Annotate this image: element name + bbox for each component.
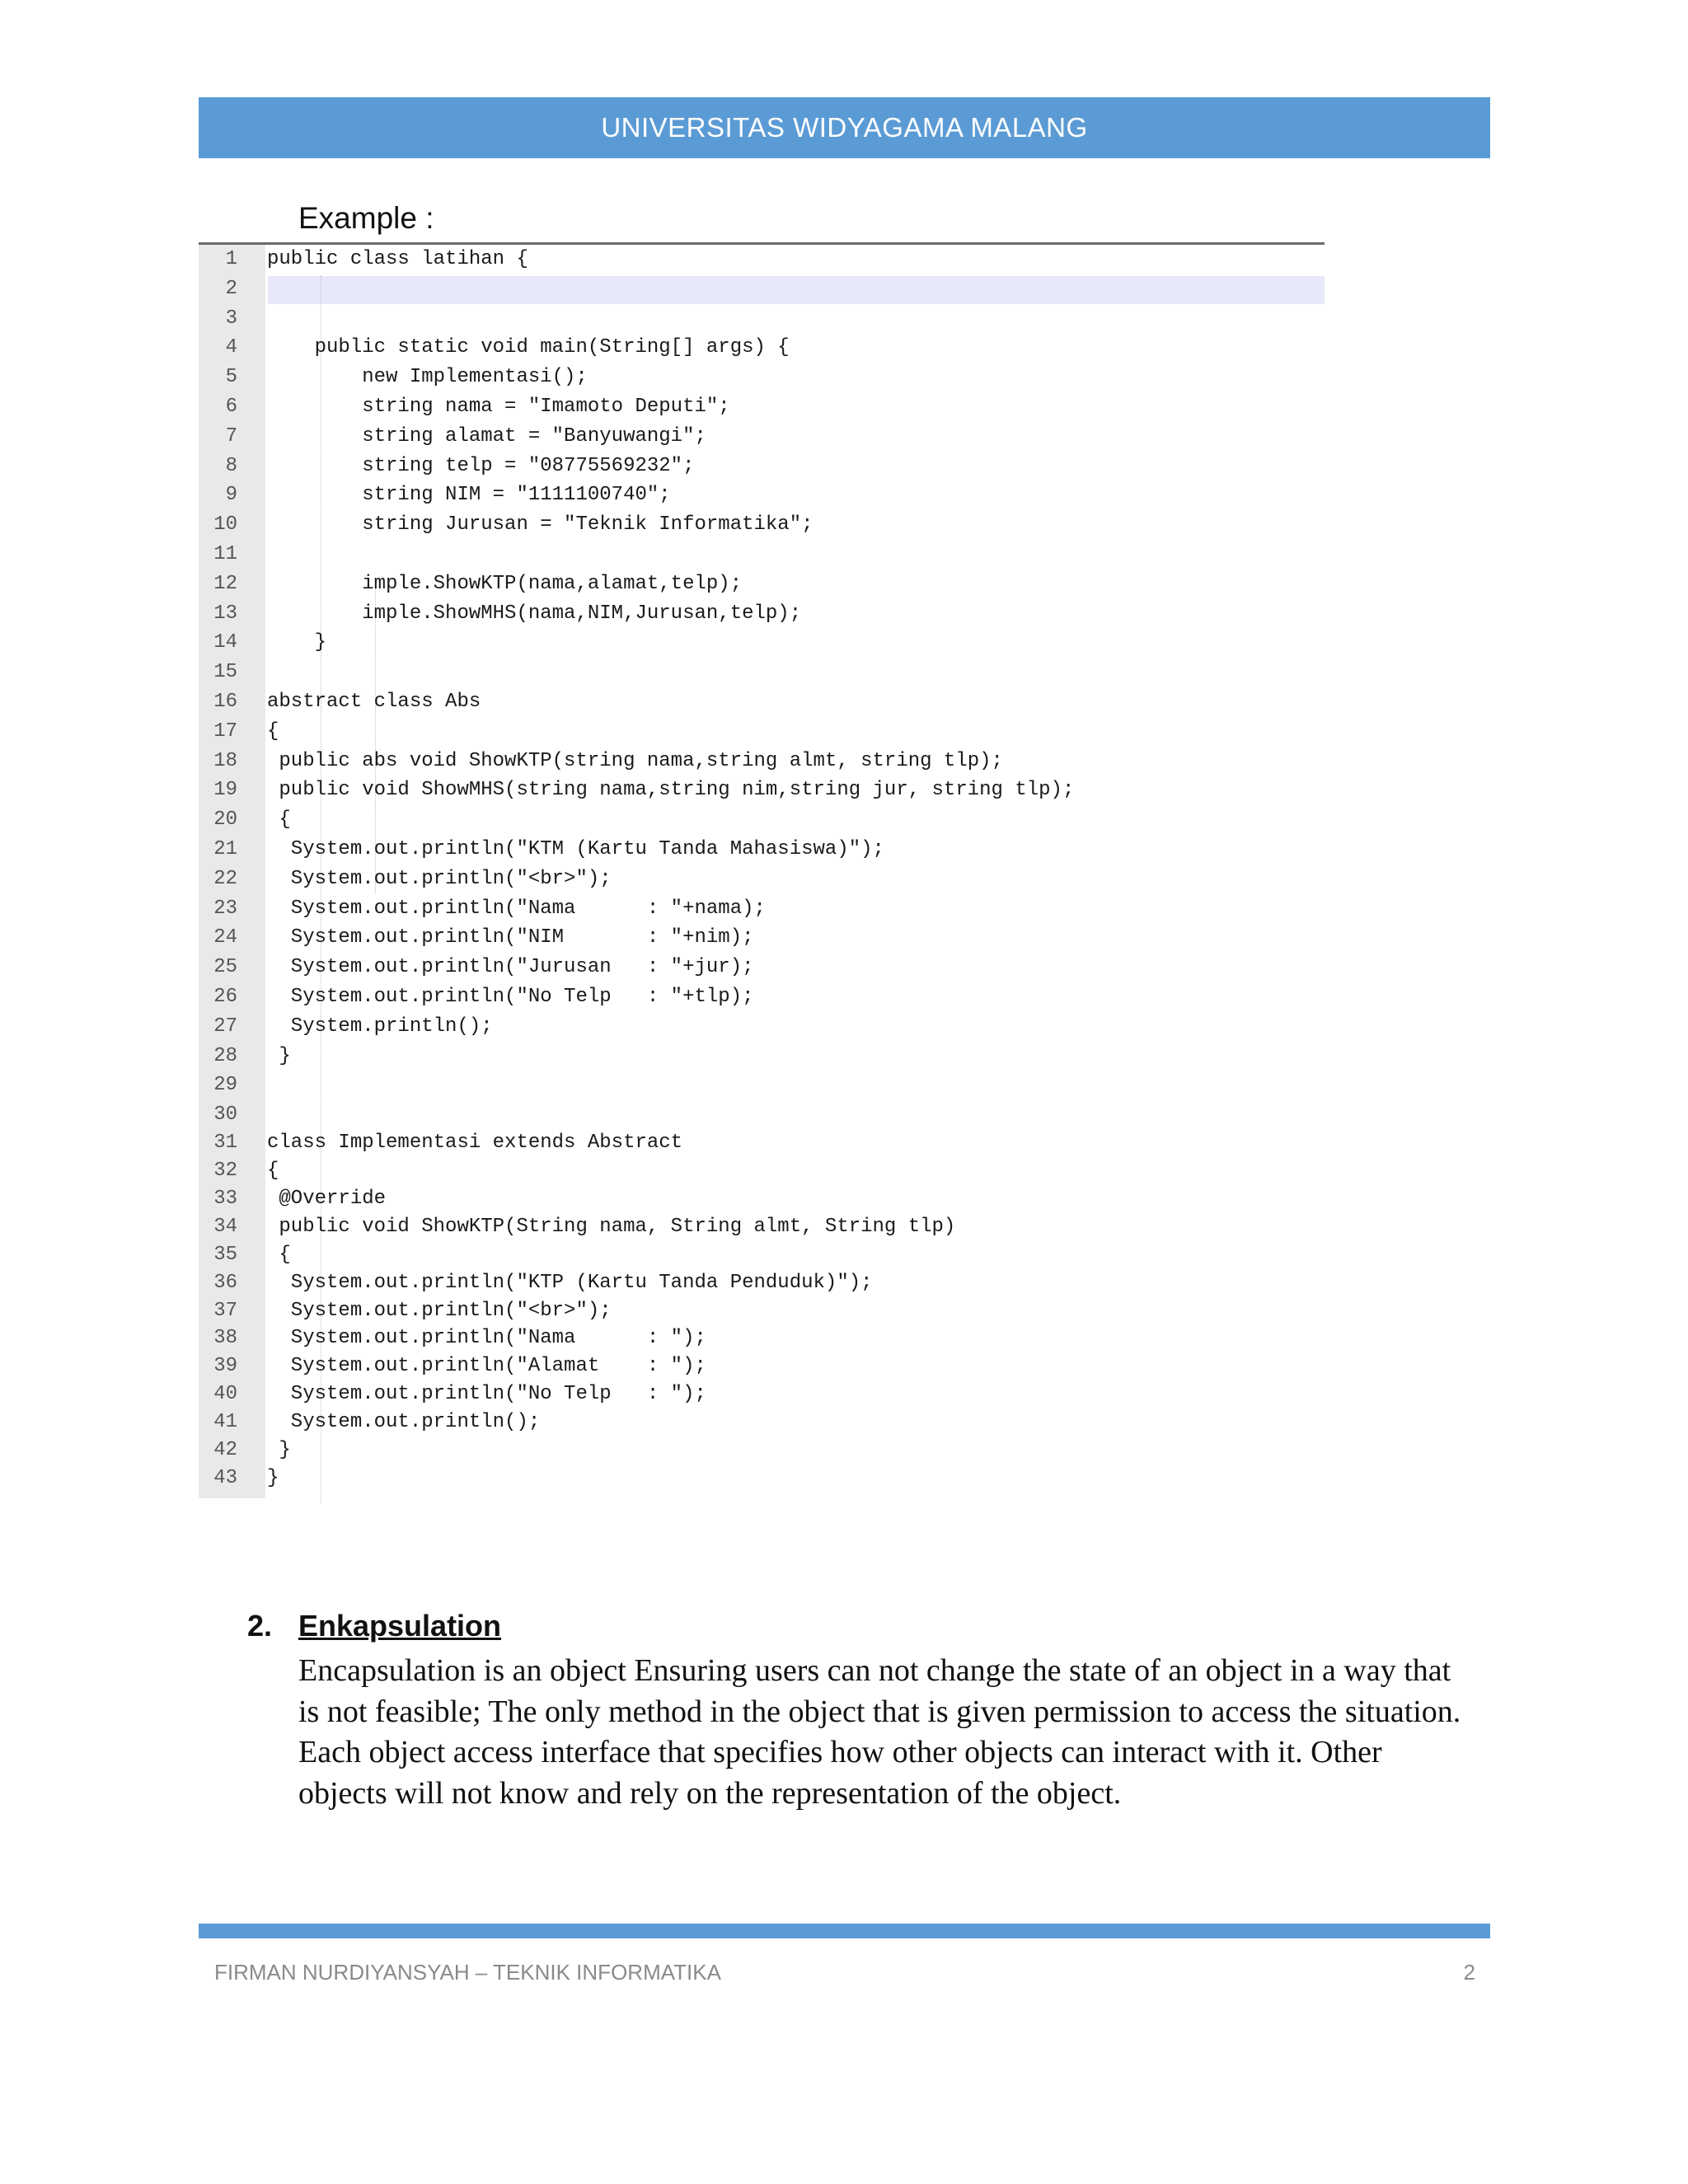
code-text: { (267, 1243, 291, 1266)
line-number: 32 (213, 1160, 237, 1182)
code-text: { (267, 808, 291, 832)
line-number: 3 (225, 307, 237, 330)
code-text: System.out.println(); (267, 1411, 541, 1434)
line-number: 5 (225, 366, 237, 389)
footer-author: FIRMAN NURDIYANSYAH – TEKNIK INFORMATIKA (214, 1960, 721, 1985)
line-number: 6 (225, 396, 237, 418)
line-number: 30 (213, 1104, 237, 1127)
line-number: 34 (213, 1215, 237, 1238)
code-text: { (267, 1160, 279, 1182)
line-number: 21 (213, 838, 237, 860)
line-number: 15 (213, 661, 237, 684)
line-number: 14 (213, 631, 237, 654)
code-line (199, 718, 1325, 746)
code-line (199, 1241, 1325, 1269)
code-text: System.out.println("KTM (Kartu Tanda Mahasiswa)"); (267, 838, 884, 860)
line-number: 24 (213, 926, 237, 949)
code-text: System.out.println("Nama : "+nama); (267, 897, 766, 920)
code-text: public static void main(String[] args) { (267, 336, 790, 359)
code-line (199, 570, 1325, 598)
code-line (199, 1324, 1325, 1352)
code-line (199, 983, 1325, 1011)
code-text: System.out.println("Alamat : "); (267, 1355, 706, 1378)
code-text: } (267, 631, 327, 654)
line-number: 4 (225, 336, 237, 359)
code-line (199, 688, 1325, 716)
code-line (199, 806, 1325, 834)
code-line (199, 658, 1325, 687)
code-text: System.out.println("KTP (Kartu Tanda Penduduk)"); (267, 1271, 873, 1294)
line-number: 9 (225, 484, 237, 507)
line-number: 11 (213, 543, 237, 565)
code-line (199, 305, 1325, 333)
code-text: { (267, 719, 279, 743)
code-text: imple.ShowKTP(nama,alamat,telp); (267, 572, 743, 595)
code-text: abstract class Abs (267, 691, 481, 713)
line-number: 18 (213, 749, 237, 772)
code-line (199, 629, 1325, 657)
line-number: 26 (213, 986, 237, 1008)
line-number: 17 (213, 719, 237, 743)
code-text: public void ShowKTP(String nama, String almt, String tlp) (267, 1215, 956, 1238)
code-line (199, 1352, 1325, 1380)
code-text: new Implementasi(); (267, 366, 588, 389)
code-line (199, 895, 1325, 923)
line-number: 8 (225, 454, 237, 477)
code-line (199, 541, 1325, 569)
code-text: } (267, 1439, 291, 1461)
code-text: imple.ShowMHS(nama,NIM,Jurusan,telp); (267, 602, 802, 625)
code-line (199, 1071, 1325, 1099)
line-number: 20 (213, 808, 237, 832)
code-line (199, 1043, 1325, 1071)
section-heading (247, 1609, 501, 1643)
code-line (199, 481, 1325, 509)
code-screenshot (199, 242, 1325, 1498)
code-text: System.out.println("<br>"); (267, 1299, 612, 1322)
code-line (199, 246, 1325, 274)
code-line (199, 600, 1325, 628)
code-text: System.out.println("NIM : "+nim); (267, 926, 754, 949)
line-number: 12 (213, 572, 237, 595)
line-number: 43 (213, 1466, 237, 1489)
header-bar (199, 97, 1490, 158)
line-number: 10 (213, 513, 237, 537)
code-text: @Override (267, 1187, 387, 1210)
header-title: UNIVERSITAS WIDYAGAMA MALANG (601, 112, 1088, 143)
code-text: } (267, 1466, 279, 1489)
page-number: 2 (1463, 1960, 1475, 1985)
code-line (199, 334, 1325, 362)
code-text: public class latihan { (267, 248, 528, 270)
code-line (199, 1465, 1325, 1493)
line-number: 35 (213, 1243, 237, 1266)
code-line (199, 363, 1325, 391)
code-text: } (267, 1044, 291, 1067)
code-line (199, 452, 1325, 480)
code-text: System.out.println("Nama : "); (267, 1327, 706, 1350)
line-number: 37 (213, 1299, 237, 1322)
code-line (199, 1101, 1325, 1129)
code-text: System.out.println("Jurusan : "+jur); (267, 956, 754, 979)
line-number: 25 (213, 956, 237, 979)
code-text: System.println(); (267, 1015, 493, 1038)
line-number: 42 (213, 1439, 237, 1461)
section-body: Encapsulation is an object Ensuring users can not change the state of an object in a way that is not feasible; The only method in the object that is given permission to access the situation. Each object access interface that specifies how other objects can interact with it. Other objects will not know and rely on the representation of the object. (298, 1653, 1461, 1811)
line-number: 1 (225, 248, 237, 270)
code-text: public abs void ShowKTP(string nama,string almt, string tlp); (267, 749, 1003, 772)
code-line (199, 1408, 1325, 1436)
line-number: 22 (213, 867, 237, 890)
code-line (199, 748, 1325, 776)
code-line (199, 1436, 1325, 1465)
code-line (199, 836, 1325, 864)
footer-bar (199, 1924, 1490, 1938)
code-text: System.out.println("No Telp : "+tlp); (267, 986, 754, 1008)
line-number: 39 (213, 1355, 237, 1378)
code-line (199, 1269, 1325, 1297)
code-line (199, 511, 1325, 539)
code-line (199, 954, 1325, 982)
line-number: 7 (225, 424, 237, 448)
line-number: 2 (225, 277, 237, 300)
code-top-border (199, 242, 1325, 245)
code-text: string NIM = "1111100740"; (267, 484, 671, 507)
code-line (199, 1129, 1325, 1157)
code-line (199, 1297, 1325, 1325)
line-number: 33 (213, 1187, 237, 1210)
code-line (199, 393, 1325, 421)
line-number: 16 (213, 691, 237, 713)
code-text: string Jurusan = "Teknik Informatika"; (267, 513, 814, 537)
code-line (199, 275, 1325, 303)
code-line (199, 865, 1325, 893)
code-text: class Implementasi extends Abstract (267, 1132, 683, 1155)
line-number: 29 (213, 1074, 237, 1097)
line-number: 31 (213, 1132, 237, 1155)
line-number: 36 (213, 1271, 237, 1294)
code-text: string alamat = "Banyuwangi"; (267, 424, 706, 448)
code-line (199, 423, 1325, 451)
section-title: Enkapsulation (298, 1609, 502, 1643)
code-text: string telp = "08775569232"; (267, 454, 695, 477)
code-text: string nama = "Imamoto Deputi"; (267, 396, 730, 418)
line-number: 41 (213, 1411, 237, 1434)
code-text: public void ShowMHS(string nama,string nim,string jur, string tlp); (267, 779, 1075, 802)
line-number: 23 (213, 897, 237, 920)
code-line (199, 1157, 1325, 1185)
line-number: 40 (213, 1383, 237, 1406)
code-line (199, 924, 1325, 952)
code-line (199, 1213, 1325, 1241)
code-line (199, 1185, 1325, 1213)
line-number: 19 (213, 779, 237, 802)
section-number: 2. (247, 1609, 273, 1643)
line-number: 38 (213, 1327, 237, 1350)
line-number: 27 (213, 1015, 237, 1038)
code-text: System.out.println("<br>"); (267, 867, 612, 890)
code-line (199, 1013, 1325, 1041)
example-label: Example : (298, 201, 434, 235)
code-text: System.out.println("No Telp : "); (267, 1383, 706, 1406)
code-line (199, 1380, 1325, 1408)
line-number: 28 (213, 1044, 237, 1067)
line-number: 13 (213, 602, 237, 625)
code-line (199, 776, 1325, 804)
